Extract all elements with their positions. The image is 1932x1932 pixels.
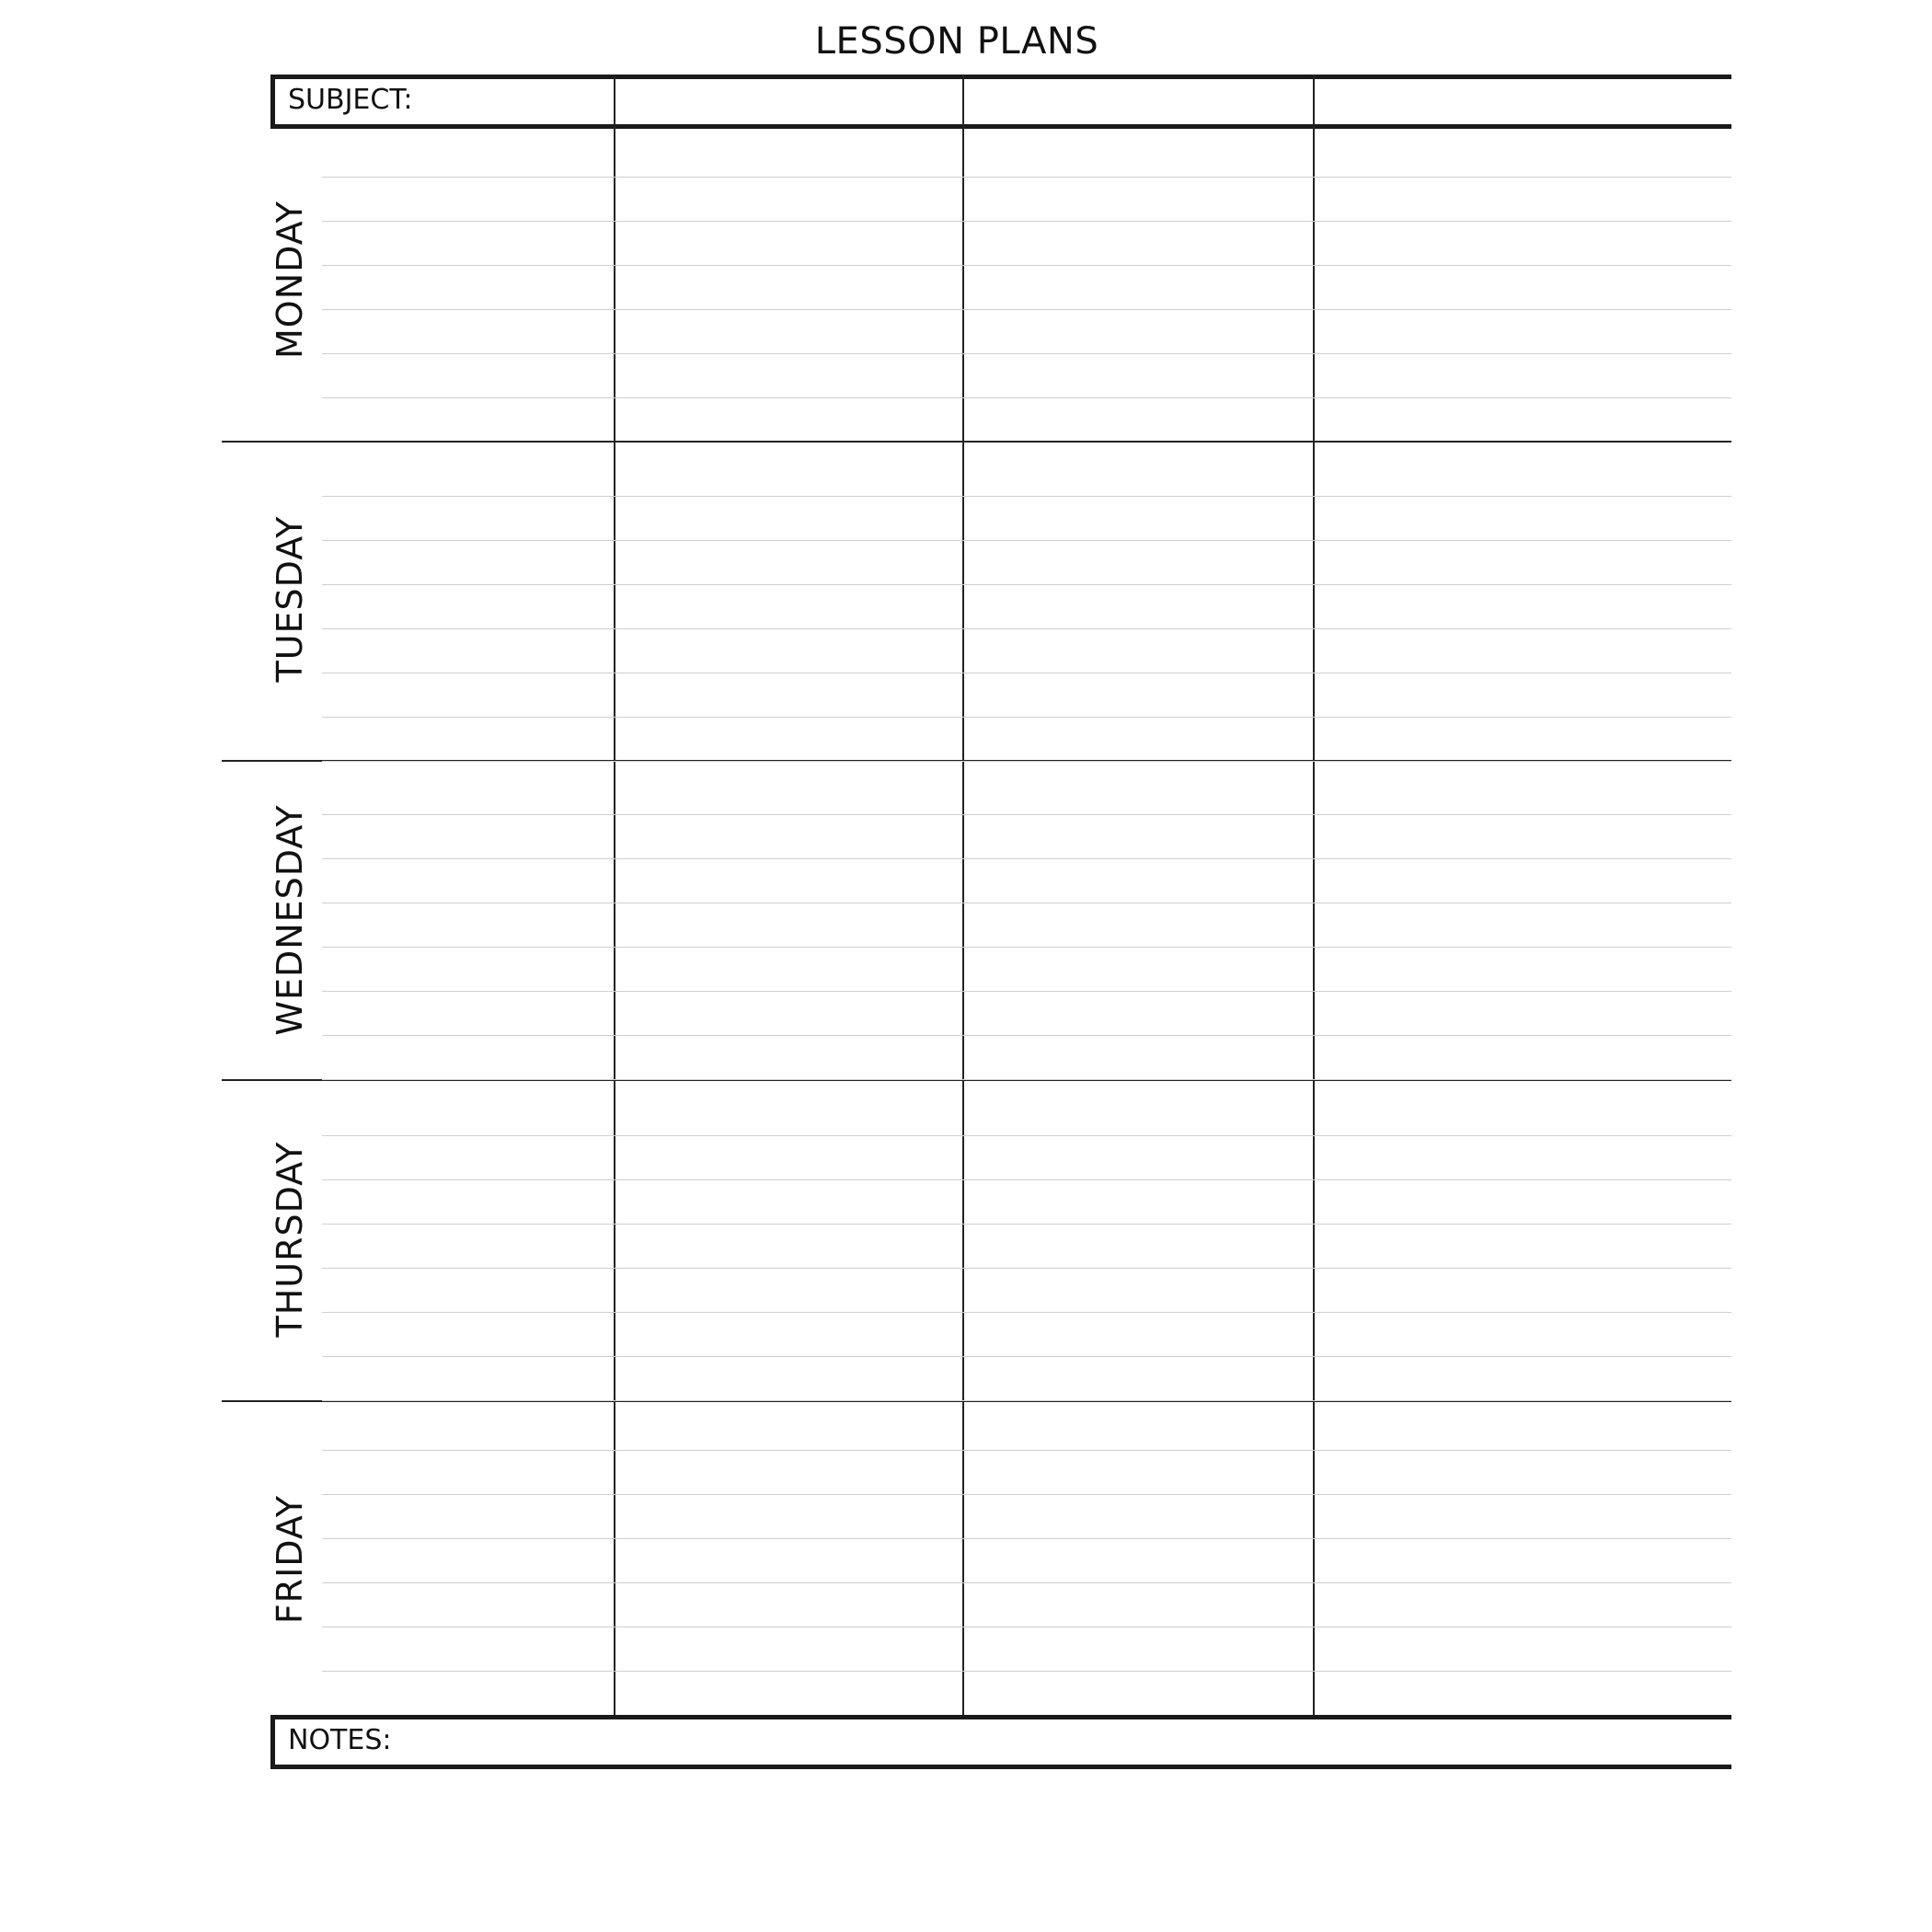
writing-rule-monday — [322, 221, 1731, 222]
writing-rule-friday — [322, 1671, 1731, 1672]
subject-field-2[interactable] — [618, 79, 960, 123]
day-label-friday: FRIDAY — [270, 1494, 310, 1625]
writing-rule-tuesday — [322, 761, 1731, 762]
writing-rule-thursday — [322, 1400, 1731, 1401]
writing-rule-friday — [322, 1538, 1731, 1539]
writing-rule-thursday — [322, 1224, 1731, 1225]
writing-rule-tuesday — [322, 584, 1731, 585]
writing-rule-wednesday — [322, 814, 1731, 815]
notes-label: NOTES: — [288, 1724, 392, 1756]
writing-rule-wednesday — [322, 1035, 1731, 1036]
day-label-wednesday: WEDNESDAY — [270, 804, 310, 1036]
subject-field-3[interactable] — [967, 79, 1312, 123]
writing-rule-monday — [322, 309, 1731, 310]
wednesday-writing-area[interactable] — [322, 764, 1731, 1077]
subject-field-1[interactable] — [396, 79, 612, 123]
writing-rule-monday — [322, 397, 1731, 398]
writing-rule-wednesday — [322, 858, 1731, 859]
writing-rule-tuesday — [322, 496, 1731, 497]
writing-rule-tuesday — [322, 628, 1731, 629]
writing-rule-thursday — [322, 1135, 1731, 1136]
writing-rule-thursday — [322, 1268, 1731, 1269]
tuesday-writing-area[interactable] — [322, 444, 1731, 758]
writing-rule-thursday — [322, 1356, 1731, 1357]
thursday-writing-area[interactable] — [322, 1083, 1731, 1398]
day-label-tuesday: TUESDAY — [270, 515, 310, 683]
subject-row-left-border — [270, 75, 275, 129]
day-label-thursday: THURSDAY — [270, 1141, 310, 1338]
writing-rule-friday — [322, 1494, 1731, 1495]
writing-rule-wednesday — [322, 947, 1731, 948]
page-title: LESSON PLANS — [814, 20, 1099, 63]
writing-rule-wednesday — [322, 1079, 1731, 1080]
subject-field-4[interactable] — [1318, 79, 1731, 123]
writing-rule-wednesday — [322, 991, 1731, 992]
writing-rule-friday — [322, 1450, 1731, 1451]
writing-rule-thursday — [322, 1312, 1731, 1313]
notes-row-top-border — [270, 1715, 1731, 1719]
writing-rule-tuesday — [322, 717, 1731, 718]
notes-row-left-border — [270, 1715, 275, 1769]
day-label-monday: MONDAY — [270, 201, 310, 359]
writing-rule-monday — [322, 177, 1731, 178]
writing-rule-monday — [322, 353, 1731, 354]
writing-rule-thursday — [322, 1179, 1731, 1180]
notes-row-bottom-border — [270, 1765, 1731, 1769]
notes-field[interactable] — [386, 1720, 1731, 1763]
monday-writing-area[interactable] — [322, 129, 1731, 439]
writing-rule-friday — [322, 1582, 1731, 1583]
subject-label: SUBJECT: — [288, 84, 413, 116]
writing-rule-monday — [322, 265, 1731, 266]
day-separator-1 — [222, 441, 1731, 443]
writing-rule-tuesday — [322, 540, 1731, 541]
